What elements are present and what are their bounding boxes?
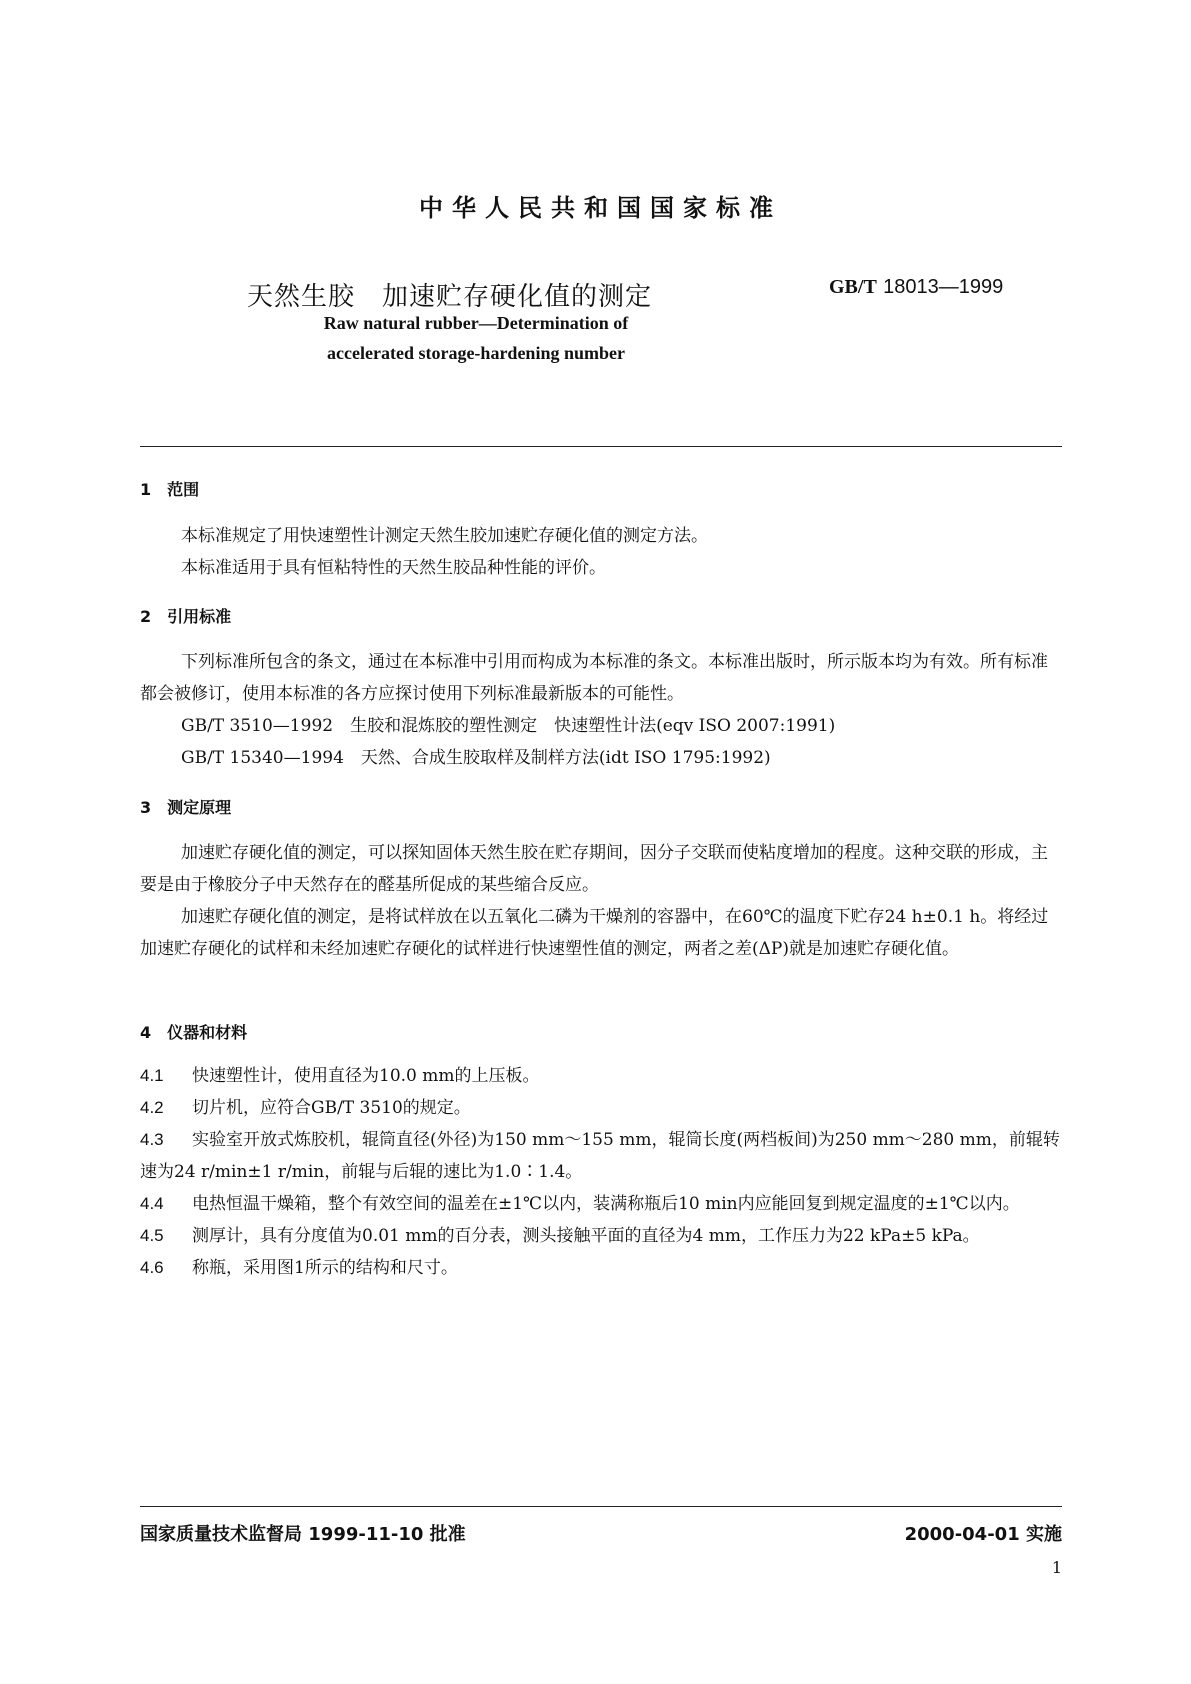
section-heading-principle: 3 测定原理 [140,798,232,817]
document-title-cn: 天然生胶 加速贮存硬化值的测定 [247,282,653,312]
clause-number: 4.5 [140,1226,164,1245]
clause-text: 电热恒温干燥箱，整个有效空间的温差在±1℃以内，装满称瓶后10 min内应能回复到规定温度的±1℃以内。 [192,1194,1020,1214]
paragraph: 加速贮存硬化值的测定，是将试样放在以五氧化二磷为干燥剂的容器中，在60℃的温度下贮存24 h±0.1 h。将经过加速贮存硬化的试样和未经加速贮存硬化的试样进行快速塑性值的测定，两者之差(ΔP)就是加速贮存硬化值。 [140,907,1049,959]
clause-number: 4.1 [140,1066,164,1085]
reference-item: GB/T 15340—1994 天然、合成生胶取样及制样方法(idt ISO 1795:1992) [181,748,771,768]
paragraph: 加速贮存硬化值的测定，可以探知固体天然生胶在贮存期间，因分子交联而使粘度增加的程度。这种交联的形成，主要是由于橡胶分子中天然存在的醛基所促成的某些缩合反应。 [140,843,1048,895]
clause-text: 测厚计，具有分度值为0.01 mm的百分表，测头接触平面的直径为4 mm，工作压力为22 kPa±5 kPa。 [192,1226,980,1246]
clause-text: 切片机，应符合GB/T 3510的规定。 [192,1098,471,1118]
clause-number: 4.3 [140,1130,164,1149]
section-body-scope [140,520,1062,584]
clause-number: 4.4 [140,1194,164,1213]
section-heading-apparatus: 4 仪器和材料 [140,1023,248,1042]
clause-item [140,1092,1062,1124]
clause-text: 称瓶，采用图1所示的结构和尺寸。 [192,1258,458,1278]
section-body-references [140,646,1062,774]
section-heading-scope: 1 范围 [140,480,200,499]
section-body-apparatus [140,1060,1062,1284]
clause-number: 4.2 [140,1098,164,1117]
clause-item [140,1220,1062,1252]
paragraph: 本标准规定了用快速塑性计测定天然生胶加速贮存硬化值的测定方法。 [181,526,708,546]
standard-prefix: GB/T [829,276,877,298]
footer-issued: 国家质量技术监督局 1999-11-10 批准 [140,1524,466,1545]
clause-text: 快速塑性计，使用直径为10.0 mm的上压板。 [192,1066,540,1086]
clause-text: 实验室开放式炼胶机，辊筒直径(外径)为150 mm～155 mm，辊筒长度(两档板间)为250 mm～280 mm，前辊转速为24 r/min±1 r/min，前辊与后辊的速比为1.0∶1.4。 [140,1130,1060,1182]
header-divider [140,446,1062,447]
document-title-en-line1: Raw natural rubber—Determination of [323,313,629,333]
clause-item [140,1188,1062,1220]
paragraph: 本标准适用于具有恒粘特性的天然生胶品种性能的评价。 [181,558,606,578]
footer-divider [140,1506,1062,1507]
footer-effective: 2000-04-01 实施 [904,1524,1062,1545]
clause-item [140,1252,1062,1284]
clause-item [140,1124,1062,1188]
section-heading-references: 2 引用标准 [140,607,232,626]
standard-code: 18013—1999 [883,276,1004,298]
national-standard-heading: 中华人民共和国国家标准 [419,194,782,222]
clause-item [140,1060,1062,1092]
standard-number [829,274,1003,299]
reference-item: GB/T 3510—1992 生胶和混炼胶的塑性测定 快速塑性计法(eqv ISO 2007:1991) [181,716,836,736]
paragraph: 下列标准所包含的条文，通过在本标准中引用而构成为本标准的条文。本标准出版时，所示版本均为有效。所有标准都会被修订，使用本标准的各方应探讨使用下列标准最新版本的可能性。 [140,652,1048,704]
clause-number: 4.6 [140,1258,164,1277]
section-body-principle [140,837,1062,965]
document-title-en-line2: accelerated storage-hardening number [327,343,625,363]
page-number: 1 [1051,1558,1062,1577]
